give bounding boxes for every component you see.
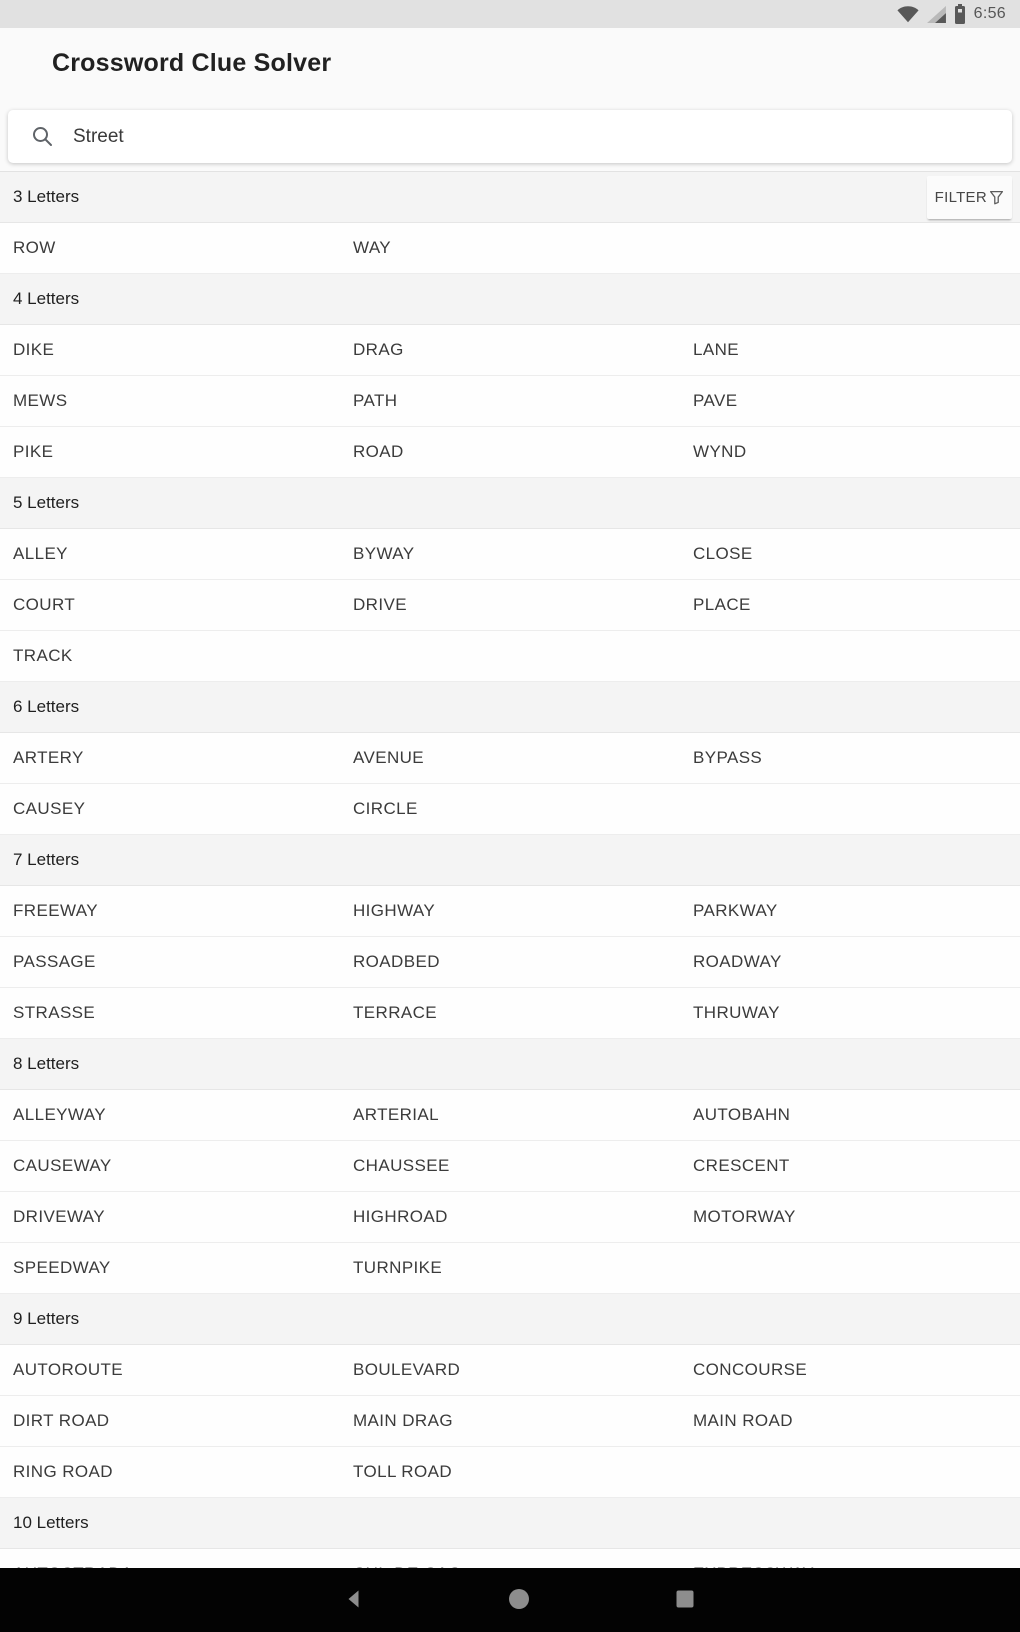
word-cell[interactable]: MAIN DRAG bbox=[353, 1411, 453, 1430]
word-cell[interactable]: BYWAY bbox=[353, 544, 415, 563]
word-cell[interactable]: ARTERIAL bbox=[353, 1105, 440, 1124]
word-cell[interactable]: CAUSEWAY bbox=[13, 1156, 112, 1175]
word-row bbox=[0, 1141, 1020, 1192]
word-cell[interactable]: STRASSE bbox=[13, 1003, 96, 1022]
word-cell bbox=[680, 631, 1020, 681]
section-header bbox=[0, 835, 1020, 886]
word-cell[interactable]: MEWS bbox=[13, 391, 68, 410]
word-cell[interactable]: CRESCENT bbox=[693, 1156, 790, 1175]
word-row bbox=[0, 733, 1020, 784]
word-row bbox=[0, 784, 1020, 835]
word-cell[interactable]: CAUSEY bbox=[13, 799, 86, 818]
search-input[interactable] bbox=[71, 125, 1012, 149]
word-cell[interactable]: COURT bbox=[13, 595, 76, 614]
home-button[interactable] bbox=[495, 1568, 543, 1632]
word-cell[interactable]: HIGHROAD bbox=[353, 1207, 448, 1226]
word-cell[interactable]: BOULEVARD bbox=[353, 1360, 461, 1379]
word-cell bbox=[680, 223, 1020, 273]
word-row bbox=[0, 529, 1020, 580]
word-row bbox=[0, 988, 1020, 1039]
word-cell[interactable]: AUTOBAHN bbox=[693, 1105, 791, 1124]
word-row bbox=[0, 427, 1020, 478]
word-cell[interactable]: THRUWAY bbox=[693, 1003, 780, 1022]
word-cell[interactable]: PASSAGE bbox=[13, 952, 96, 971]
section-header bbox=[0, 1498, 1020, 1549]
word-cell[interactable]: CIRCLE bbox=[353, 799, 418, 818]
section-header bbox=[0, 478, 1020, 529]
word-row bbox=[0, 376, 1020, 427]
app-header bbox=[0, 28, 1020, 172]
word-cell[interactable]: TERRACE bbox=[353, 1003, 438, 1022]
nav-bar bbox=[0, 1568, 1020, 1632]
word-cell[interactable]: WAY bbox=[353, 238, 392, 257]
word-row bbox=[0, 325, 1020, 376]
word-cell[interactable]: BYPASS bbox=[693, 748, 763, 767]
word-cell[interactable]: ROADWAY bbox=[693, 952, 782, 971]
section-header bbox=[0, 682, 1020, 733]
word-cell[interactable]: TRACK bbox=[13, 646, 73, 665]
back-icon bbox=[342, 1587, 366, 1614]
word-cell[interactable]: DRIVEWAY bbox=[13, 1207, 105, 1226]
word-cell[interactable]: AVENUE bbox=[353, 748, 425, 767]
word-row bbox=[0, 580, 1020, 631]
word-cell bbox=[680, 1243, 1020, 1293]
word-cell[interactable]: CHAUSSEE bbox=[353, 1156, 450, 1175]
word-row bbox=[0, 631, 1020, 682]
word-cell[interactable]: ALLEY bbox=[13, 544, 68, 563]
section-header-label: 6 Letters bbox=[13, 697, 80, 716]
word-cell[interactable]: ROAD bbox=[353, 442, 404, 461]
word-cell[interactable]: WYND bbox=[693, 442, 747, 461]
filter-funnel-icon bbox=[989, 190, 1004, 205]
word-row bbox=[0, 1243, 1020, 1294]
word-row bbox=[0, 223, 1020, 274]
recents-button[interactable] bbox=[661, 1568, 709, 1632]
section-header-label: 10 Letters bbox=[13, 1513, 89, 1532]
section-header-label: 7 Letters bbox=[13, 850, 80, 869]
word-row bbox=[0, 1396, 1020, 1447]
filter-button[interactable] bbox=[927, 176, 1012, 219]
word-cell[interactable]: DRAG bbox=[353, 340, 404, 359]
section-header-label: 9 Letters bbox=[13, 1309, 80, 1328]
word-cell[interactable]: TOLL ROAD bbox=[353, 1462, 453, 1481]
word-cell bbox=[680, 1447, 1020, 1497]
word-cell bbox=[340, 631, 680, 681]
word-row bbox=[0, 937, 1020, 988]
word-row bbox=[0, 1345, 1020, 1396]
word-cell[interactable]: ROADBED bbox=[353, 952, 440, 971]
word-cell[interactable]: DIRT ROAD bbox=[13, 1411, 110, 1430]
word-cell[interactable]: PATH bbox=[353, 391, 398, 410]
section-header bbox=[0, 172, 1020, 223]
word-cell bbox=[680, 784, 1020, 834]
word-cell[interactable]: LANE bbox=[693, 340, 740, 359]
word-cell[interactable]: CLOSE bbox=[693, 544, 753, 563]
word-row bbox=[0, 1447, 1020, 1498]
status-bar bbox=[0, 0, 1020, 28]
word-cell[interactable]: PAVE bbox=[693, 391, 738, 410]
section-header bbox=[0, 274, 1020, 325]
filter-button-label: FILTER bbox=[934, 189, 987, 206]
word-cell[interactable]: ALLEYWAY bbox=[13, 1105, 106, 1124]
word-cell[interactable]: ROW bbox=[13, 238, 56, 257]
recents-icon bbox=[673, 1587, 697, 1614]
section-header-label: 4 Letters bbox=[13, 289, 80, 308]
section-header-label: 8 Letters bbox=[13, 1054, 80, 1073]
word-row bbox=[0, 886, 1020, 937]
word-cell[interactable]: RING ROAD bbox=[13, 1462, 113, 1481]
section-header bbox=[0, 1294, 1020, 1345]
status-time: 6:56 bbox=[973, 5, 1006, 22]
section-header-label: 5 Letters bbox=[13, 493, 80, 512]
word-cell[interactable]: PARKWAY bbox=[693, 901, 778, 920]
home-icon bbox=[507, 1587, 531, 1614]
search-icon bbox=[32, 126, 53, 147]
word-cell[interactable]: ARTERY bbox=[13, 748, 84, 767]
word-cell[interactable]: PLACE bbox=[693, 595, 751, 614]
battery-icon bbox=[954, 4, 966, 24]
section-header-label: 3 Letters bbox=[13, 187, 80, 206]
word-cell[interactable]: AUTOROUTE bbox=[13, 1360, 124, 1379]
word-cell[interactable]: SPEEDWAY bbox=[13, 1258, 111, 1277]
cellular-signal-icon bbox=[927, 6, 946, 23]
word-list bbox=[0, 172, 1020, 1600]
word-cell[interactable]: DRIVE bbox=[353, 595, 407, 614]
word-cell[interactable]: CONCOURSE bbox=[693, 1360, 808, 1379]
back-button[interactable] bbox=[330, 1568, 378, 1632]
word-cell[interactable]: DIKE bbox=[13, 340, 55, 359]
word-cell[interactable]: PIKE bbox=[13, 442, 54, 461]
page-title: Crossword Clue Solver bbox=[52, 49, 332, 77]
word-cell[interactable]: MAIN ROAD bbox=[693, 1411, 793, 1430]
word-cell[interactable]: FREEWAY bbox=[13, 901, 98, 920]
word-cell[interactable]: MOTORWAY bbox=[693, 1207, 796, 1226]
search-bar[interactable] bbox=[8, 110, 1012, 163]
word-row bbox=[0, 1090, 1020, 1141]
section-header bbox=[0, 1039, 1020, 1090]
word-cell[interactable]: TURNPIKE bbox=[353, 1258, 443, 1277]
wifi-icon bbox=[897, 6, 919, 23]
word-row bbox=[0, 1192, 1020, 1243]
word-cell[interactable]: HIGHWAY bbox=[353, 901, 436, 920]
